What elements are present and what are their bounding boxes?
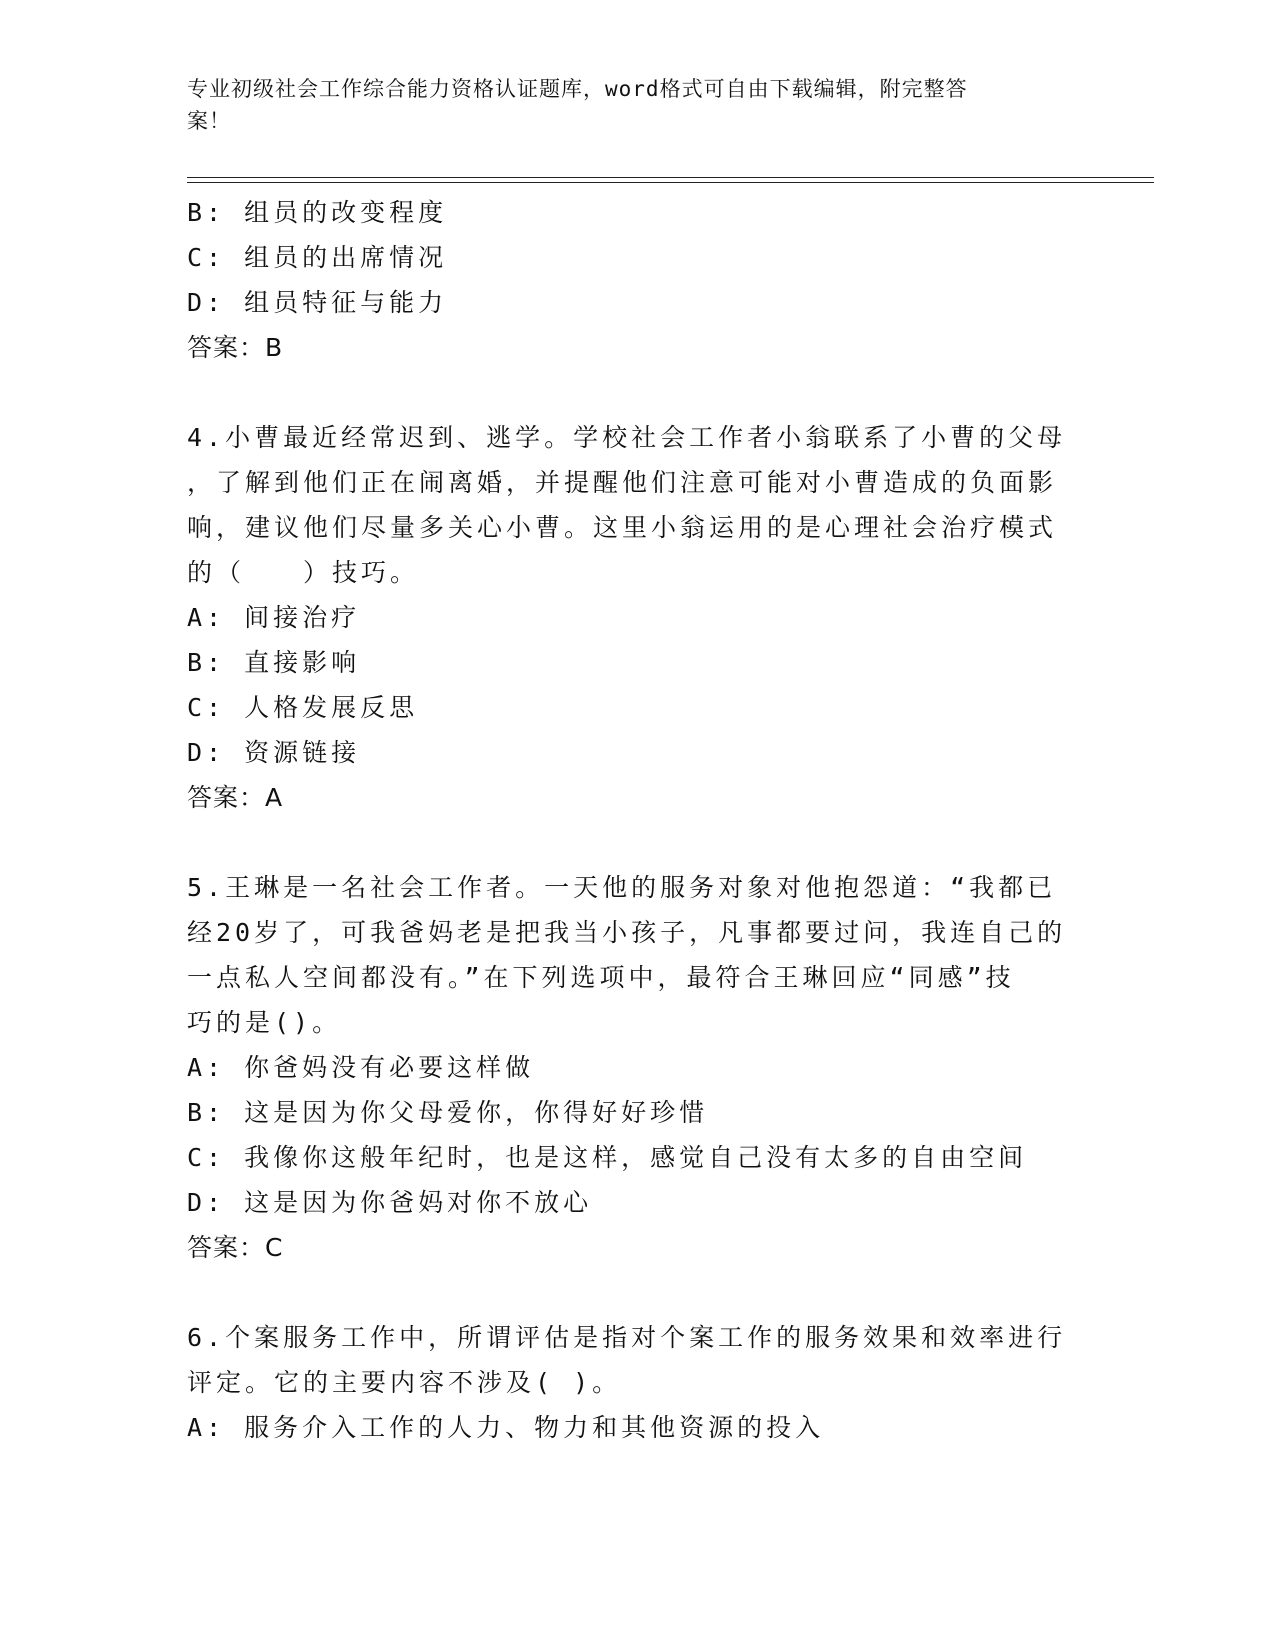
question-6 bbox=[187, 1315, 1087, 1450]
page-header bbox=[187, 73, 1067, 137]
answer: 答案：C bbox=[187, 1233, 284, 1262]
question-text: 4.小曹最近经常迟到、逃学。学校社会工作者小翁联系了小曹的父母 bbox=[187, 423, 1067, 452]
option-d: D: 这是因为你爸妈对你不放心 bbox=[187, 1188, 593, 1217]
header-line: 专业初级社会工作综合能力资格认证题库，word格式可自由下载编辑，附完整答 bbox=[187, 77, 968, 101]
question-3 bbox=[187, 190, 1087, 370]
question-text: 的（ ）技巧。 bbox=[187, 558, 420, 587]
question-text: ，了解到他们正在闹离婚，并提醒他们注意可能对小曹造成的负面影 bbox=[187, 468, 1058, 497]
question-list bbox=[187, 190, 1087, 1450]
header-divider bbox=[187, 177, 1154, 178]
option-a: A: 间接治疗 bbox=[187, 603, 361, 632]
option-b: B: 这是因为你父母爱你，你得好好珍惜 bbox=[187, 1098, 709, 1127]
option-b: B: 组员的改变程度 bbox=[187, 198, 448, 227]
option-b: B: 直接影响 bbox=[187, 648, 361, 677]
option-c: C: 组员的出席情况 bbox=[187, 243, 448, 272]
option-c: C: 人格发展反思 bbox=[187, 693, 419, 722]
question-text: 响，建议他们尽量多关心小曹。这里小翁运用的是心理社会治疗模式 bbox=[187, 513, 1058, 542]
option-a: A: 服务介入工作的人力、物力和其他资源的投入 bbox=[187, 1413, 825, 1442]
question-text: 经20岁了，可我爸妈老是把我当小孩子，凡事都要过问，我连自己的 bbox=[187, 918, 1067, 947]
answer: 答案：A bbox=[187, 783, 284, 812]
question-5 bbox=[187, 865, 1087, 1270]
option-d: D: 资源链接 bbox=[187, 738, 361, 767]
question-text: 6.个案服务工作中，所谓评估是指对个案工作的服务效果和效率进行 bbox=[187, 1323, 1067, 1352]
header-line: 案！ bbox=[187, 109, 231, 133]
option-a: A: 你爸妈没有必要这样做 bbox=[187, 1053, 535, 1082]
question-text: 巧的是()。 bbox=[187, 1008, 342, 1037]
question-text: 评定。它的主要内容不涉及( )。 bbox=[187, 1368, 622, 1397]
question-4 bbox=[187, 415, 1087, 820]
answer: 答案：B bbox=[187, 333, 284, 362]
option-d: D: 组员特征与能力 bbox=[187, 288, 448, 317]
header-divider bbox=[187, 182, 1154, 183]
question-text: 5.王琳是一名社会工作者。一天他的服务对象对他抱怨道：“我都已 bbox=[187, 873, 1057, 902]
question-text: 一点私人空间都没有。”在下列选项中，最符合王琳回应“同感”技 bbox=[187, 963, 1015, 992]
option-c: C: 我像你这般年纪时，也是这样，感觉自己没有太多的自由空间 bbox=[187, 1143, 1028, 1172]
